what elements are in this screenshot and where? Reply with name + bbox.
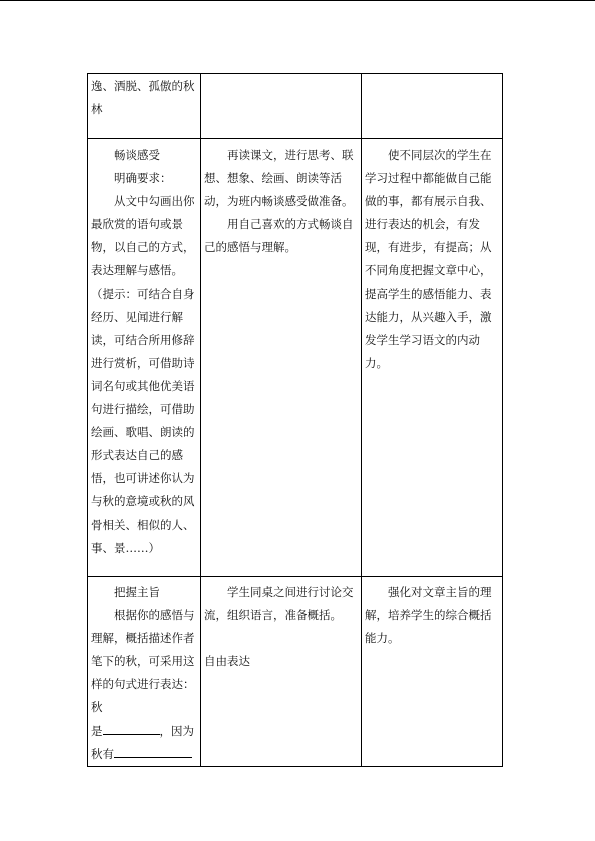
summary-prompt: 根据你的感悟与理解，概括描述作者笔下的秋，可采用这样的句式进行表达：秋 <box>91 608 195 715</box>
lesson-plan-table <box>87 73 503 767</box>
fill-in-line-2 <box>91 743 197 766</box>
intent-text: 强化对文章主旨的理解，培养学生的综合概括能力。 <box>365 585 492 646</box>
table-cell <box>201 139 362 577</box>
table-cell <box>362 577 503 767</box>
activity-text: 用自己喜欢的方式畅谈自己的感悟与理解。 <box>204 217 354 255</box>
cell-text: 逸、洒脱、孤傲的秋林 <box>91 79 195 117</box>
section-title: 畅谈感受 <box>114 148 160 162</box>
fill-in-prefix: 秋有 <box>91 746 114 761</box>
page-top-rule <box>0 0 595 1</box>
table-cell <box>201 577 362 767</box>
requirement-text: 从文中勾画出你最欣赏的语句或景物，以自己的方式，表达理解与感悟。（提示：可结合自身经历、见闻进行解读，可结合所用修辞进行赏析，可借助诗词名句或其他优美语句进行描绘，可借助绘画、歌唱、朗读的形式表达自己的感悟，也可讲述你认为与秋的意境或秋的风骨相关、相似的人、事、景……） <box>91 194 195 555</box>
requirement-label: 明确要求： <box>114 171 172 186</box>
intent-text: 使不同层次的学生在学习过程中都能做自己能做的事，都有展示自我、进行表达的机会，有发现，有进步，有提高；从不同角度把握文章中心，提高学生的感悟能力、表达能力，从兴趣入手，激发学生学习语文的内动力。 <box>365 148 492 370</box>
table-cell <box>201 74 362 139</box>
fill-in-line-1 <box>91 720 197 743</box>
activity-text: 再读课文，进行思考、联想、想象、绘画、朗读等活动，为班内畅谈感受做准备。 <box>204 148 354 209</box>
table-cell <box>88 577 201 767</box>
table-row <box>88 577 503 767</box>
table-cell <box>88 139 201 577</box>
table-cell <box>88 74 201 139</box>
fill-in-prefix: 是 <box>91 723 103 738</box>
fill-in-suffix: ，因为 <box>159 723 194 738</box>
section-title: 把握主旨 <box>114 585 160 599</box>
table-cell <box>362 139 503 577</box>
activity-text: 自由表达 <box>204 654 250 669</box>
activity-text: 学生同桌之间进行讨论交流，组织语言，准备概括。 <box>204 585 354 623</box>
fill-in-blank[interactable] <box>103 721 160 735</box>
table-row <box>88 139 503 577</box>
fill-in-blank[interactable] <box>114 744 192 758</box>
table-row <box>88 74 503 139</box>
table-cell <box>362 74 503 139</box>
